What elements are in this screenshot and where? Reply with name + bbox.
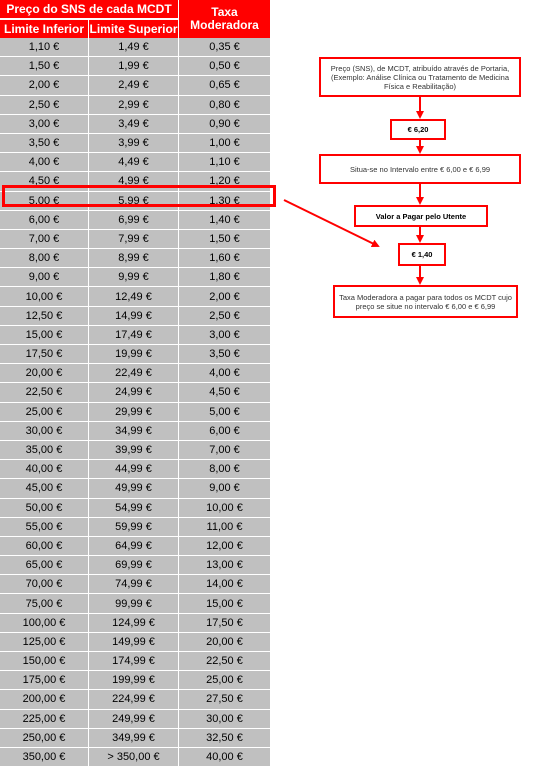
lower-limit-cell: 9,00 € bbox=[0, 268, 89, 286]
fee-cell: 1,20 € bbox=[209, 175, 240, 188]
lower-limit-cell: 40,00 € bbox=[0, 460, 89, 478]
fee-cell: 30,00 € bbox=[206, 712, 243, 725]
lower-limit-cell: 55,00 € bbox=[0, 518, 89, 536]
header-group-price: Preço do SNS de cada MCDT bbox=[0, 0, 178, 19]
upper-limit-cell: 34,99 € bbox=[89, 422, 179, 440]
lower-limit-cell: 3,00 € bbox=[0, 115, 89, 133]
lower-limit-cell: 2,50 € bbox=[0, 96, 89, 114]
flow-box-fee-explanation: Taxa Moderadora a pagar para todos os MCDT cujo preço se situe no intervalo € 6,00 e € 6,99 bbox=[333, 285, 518, 318]
upper-limit-cell: 17,49 € bbox=[89, 326, 179, 344]
fee-cell: 32,50 € bbox=[206, 731, 243, 744]
fee-cell: 2,50 € bbox=[209, 309, 240, 322]
fee-cell: 25,00 € bbox=[206, 674, 243, 687]
lower-limit-cell: 22,50 € bbox=[0, 383, 89, 401]
lower-limit-cell: 3,50 € bbox=[0, 134, 89, 152]
table-row bbox=[0, 671, 270, 690]
fee-cell: 1,10 € bbox=[209, 156, 240, 169]
fee-cell: 20,00 € bbox=[206, 635, 243, 648]
upper-limit-cell: 99,99 € bbox=[89, 594, 179, 612]
lower-limit-cell: 5,00 € bbox=[0, 192, 89, 210]
fee-cell: 15,00 € bbox=[206, 597, 243, 610]
lower-limit-cell: 10,00 € bbox=[0, 287, 89, 305]
fee-cell: 0,80 € bbox=[209, 98, 240, 111]
lower-limit-cell: 1,10 € bbox=[0, 38, 89, 56]
fee-cell: 1,50 € bbox=[209, 232, 240, 245]
lower-limit-cell: 65,00 € bbox=[0, 556, 89, 574]
upper-limit-cell: 1,49 € bbox=[89, 38, 179, 56]
fee-cell: 0,90 € bbox=[209, 117, 240, 130]
upper-limit-cell: 12,49 € bbox=[89, 287, 179, 305]
fee-cell: 10,00 € bbox=[206, 501, 243, 514]
lower-limit-cell: 2,00 € bbox=[0, 76, 89, 94]
highlight-pointer-arrow bbox=[284, 200, 378, 246]
fee-cell: 4,50 € bbox=[209, 386, 240, 399]
lower-limit-cell: 125,00 € bbox=[0, 633, 89, 651]
upper-limit-cell: 1,99 € bbox=[89, 57, 179, 75]
upper-limit-cell: 54,99 € bbox=[89, 499, 179, 517]
upper-limit-cell: 49,99 € bbox=[89, 479, 179, 497]
fee-cell: 1,30 € bbox=[209, 194, 240, 207]
table-row bbox=[0, 710, 270, 729]
upper-limit-cell: 19,99 € bbox=[89, 345, 179, 363]
table-row bbox=[0, 729, 270, 748]
table-row bbox=[0, 690, 270, 709]
lower-limit-cell: 75,00 € bbox=[0, 594, 89, 612]
header-lower-limit: Limite Inferior bbox=[0, 20, 88, 38]
fee-cell: 14,00 € bbox=[206, 578, 243, 591]
lower-limit-cell: 25,00 € bbox=[0, 403, 89, 421]
flow-box-amount-to-pay: Valor a Pagar pelo Utente bbox=[354, 205, 488, 227]
lower-limit-cell: 50,00 € bbox=[0, 499, 89, 517]
upper-limit-cell: 74,99 € bbox=[89, 575, 179, 593]
upper-limit-cell: 69,99 € bbox=[89, 556, 179, 574]
upper-limit-cell: 4,99 € bbox=[89, 172, 179, 190]
lower-limit-cell: 150,00 € bbox=[0, 652, 89, 670]
upper-limit-cell: 22,49 € bbox=[89, 364, 179, 382]
upper-limit-cell: 124,99 € bbox=[89, 614, 179, 632]
upper-limit-cell: 199,99 € bbox=[89, 671, 179, 689]
lower-limit-cell: 7,00 € bbox=[0, 230, 89, 248]
upper-limit-cell: 9,99 € bbox=[89, 268, 179, 286]
upper-limit-cell: 6,99 € bbox=[89, 211, 179, 229]
lower-limit-cell: 45,00 € bbox=[0, 479, 89, 497]
fee-cell: 3,00 € bbox=[209, 328, 240, 341]
fee-cell: 12,00 € bbox=[206, 539, 243, 552]
upper-limit-cell: 59,99 € bbox=[89, 518, 179, 536]
fee-cell: 22,50 € bbox=[206, 655, 243, 668]
fee-cell: 1,40 € bbox=[209, 213, 240, 226]
upper-limit-cell: 4,49 € bbox=[89, 153, 179, 171]
flow-box-price-definition: Preço (SNS), de MCDT, atribuído através de Portaria, (Exemplo: Análise Clínica ou Tratamento de Medicina Física e Reabilitação) bbox=[319, 57, 521, 97]
lower-limit-cell: 70,00 € bbox=[0, 575, 89, 593]
fee-cell: 1,60 € bbox=[209, 252, 240, 265]
upper-limit-cell: 44,99 € bbox=[89, 460, 179, 478]
lower-limit-cell: 17,50 € bbox=[0, 345, 89, 363]
lower-limit-cell: 4,50 € bbox=[0, 172, 89, 190]
fee-cell: 17,50 € bbox=[206, 616, 243, 629]
lower-limit-cell: 225,00 € bbox=[0, 710, 89, 728]
fee-cell: 0,35 € bbox=[209, 41, 240, 54]
fee-cell: 5,00 € bbox=[209, 405, 240, 418]
lower-limit-cell: 12,50 € bbox=[0, 307, 89, 325]
lower-limit-cell: 350,00 € bbox=[0, 748, 89, 766]
upper-limit-cell: 224,99 € bbox=[89, 690, 179, 708]
upper-limit-cell: 8,99 € bbox=[89, 249, 179, 267]
flow-box-fee-value: € 1,40 bbox=[398, 243, 446, 266]
upper-limit-cell: 2,49 € bbox=[89, 76, 179, 94]
table-row bbox=[0, 748, 270, 767]
upper-limit-cell: 29,99 € bbox=[89, 403, 179, 421]
fee-cell: 0,50 € bbox=[209, 60, 240, 73]
lower-limit-cell: 8,00 € bbox=[0, 249, 89, 267]
lower-limit-cell: 15,00 € bbox=[0, 326, 89, 344]
fee-cell: 4,00 € bbox=[209, 367, 240, 380]
upper-limit-cell: 24,99 € bbox=[89, 383, 179, 401]
upper-limit-cell: 39,99 € bbox=[89, 441, 179, 459]
fee-cell: 11,00 € bbox=[206, 520, 243, 533]
fee-cell: 27,50 € bbox=[206, 693, 243, 706]
lower-limit-cell: 30,00 € bbox=[0, 422, 89, 440]
header-upper-limit: Limite Superior bbox=[89, 20, 178, 38]
upper-limit-cell: 7,99 € bbox=[89, 230, 179, 248]
fee-cell: 8,00 € bbox=[209, 463, 240, 476]
upper-limit-cell: 349,99 € bbox=[89, 729, 179, 747]
fee-cell: 1,00 € bbox=[209, 137, 240, 150]
fee-cell: 6,00 € bbox=[209, 424, 240, 437]
fee-cell: 40,00 € bbox=[206, 751, 243, 764]
lower-limit-cell: 200,00 € bbox=[0, 690, 89, 708]
fee-cell: 0,65 € bbox=[209, 79, 240, 92]
lower-limit-cell: 60,00 € bbox=[0, 537, 89, 555]
fee-cell: 3,50 € bbox=[209, 348, 240, 361]
fee-cell: 13,00 € bbox=[206, 559, 243, 572]
lower-limit-cell: 4,00 € bbox=[0, 153, 89, 171]
upper-limit-cell: 3,99 € bbox=[89, 134, 179, 152]
lower-limit-cell: 100,00 € bbox=[0, 614, 89, 632]
lower-limit-cell: 6,00 € bbox=[0, 211, 89, 229]
lower-limit-cell: 35,00 € bbox=[0, 441, 89, 459]
fee-cell: 1,80 € bbox=[209, 271, 240, 284]
header-fee: Taxa Moderadora bbox=[179, 0, 270, 38]
upper-limit-cell: 3,49 € bbox=[89, 115, 179, 133]
lower-limit-cell: 250,00 € bbox=[0, 729, 89, 747]
upper-limit-cell: > 350,00 € bbox=[89, 748, 179, 766]
fee-cell: 7,00 € bbox=[209, 444, 240, 457]
upper-limit-cell: 149,99 € bbox=[89, 633, 179, 651]
flow-box-price-example: € 6,20 bbox=[390, 119, 446, 140]
upper-limit-cell: 174,99 € bbox=[89, 652, 179, 670]
upper-limit-cell: 2,99 € bbox=[89, 96, 179, 114]
lower-limit-cell: 175,00 € bbox=[0, 671, 89, 689]
upper-limit-cell: 5,99 € bbox=[89, 192, 179, 210]
upper-limit-cell: 14,99 € bbox=[89, 307, 179, 325]
fee-cell: 2,00 € bbox=[209, 290, 240, 303]
lower-limit-cell: 1,50 € bbox=[0, 57, 89, 75]
upper-limit-cell: 64,99 € bbox=[89, 537, 179, 555]
flow-box-interval: Situa-se no Intervalo entre € 6,00 e € 6,99 bbox=[319, 154, 521, 184]
upper-limit-cell: 249,99 € bbox=[89, 710, 179, 728]
lower-limit-cell: 20,00 € bbox=[0, 364, 89, 382]
fee-cell: 9,00 € bbox=[209, 482, 240, 495]
